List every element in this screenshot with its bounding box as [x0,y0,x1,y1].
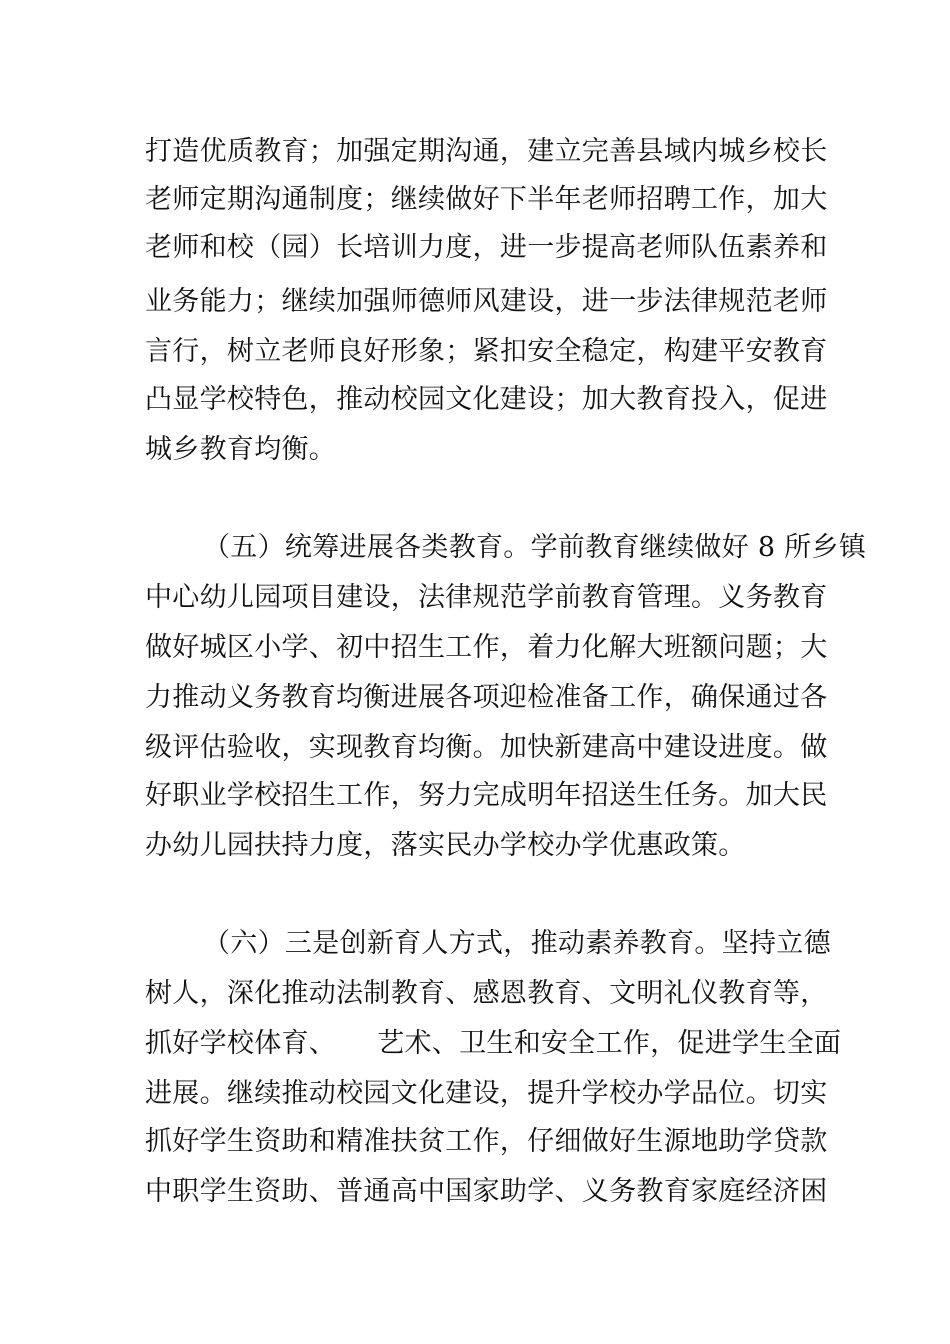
paragraph-heading-line: （六）三是创新育人方式，推动素养教育。坚持立德 [203,928,831,959]
text-line: 老师定期沟通制度；继续做好下半年老师招聘工作，加大 [145,184,828,215]
text-line: 抓好学校体育、 艺术、卫生和安全工作，促进学生全面 [145,1028,842,1059]
paragraph-heading-line: （五）统筹进展各类教育。学前教育继续做好 8 所乡镇 [203,532,867,563]
text-line: 力推动义务教育均衡进展各项迎检准备工作，确保通过各 [145,682,828,713]
text-line: 业务能力；继续加强师德师风建设，进一步法律规范老师 [145,286,828,317]
text-line: 办幼儿园扶持力度，落实民办学校办学优惠政策。 [145,830,746,861]
text-line: 中职学生资助、普通高中国家助学、义务教育家庭经济困 [145,1176,828,1207]
text-line: 做好城区小学、初中招生工作，着力化解大班额问题；大 [145,632,828,663]
text-line: 好职业学校招生工作，努力完成明年招送生任务。加大民 [145,780,828,811]
text-line: 中心幼儿园项目建设，法律规范学前教育管理。义务教育 [145,582,828,613]
text-line: 城乡教育均衡。 [145,434,337,465]
text-line: 抓好学生资助和精准扶贫工作，仔细做好生源地助学贷款 [145,1126,828,1157]
text-line: 凸显学校特色，推动校园文化建设；加大教育投入，促进 [145,384,828,415]
text-line: 级评估验收，实现教育均衡。加快新建高中建设进度。做 [145,732,828,763]
text-line: 言行，树立老师良好形象；紧扣安全稳定，构建平安教育 [145,336,828,367]
text-line: 老师和校（园）长培训力度，进一步提高老师队伍素养和 [145,232,828,263]
text-line: 树人，深化推动法制教育、感恩教育、文明礼仪教育等， [145,978,828,1009]
text-line: 进展。继续推动校园文化建设，提升学校办学品位。切实 [145,1078,828,1109]
text-line: 打造优质教育；加强定期沟通，建立完善县域内城乡校长 [145,136,828,167]
